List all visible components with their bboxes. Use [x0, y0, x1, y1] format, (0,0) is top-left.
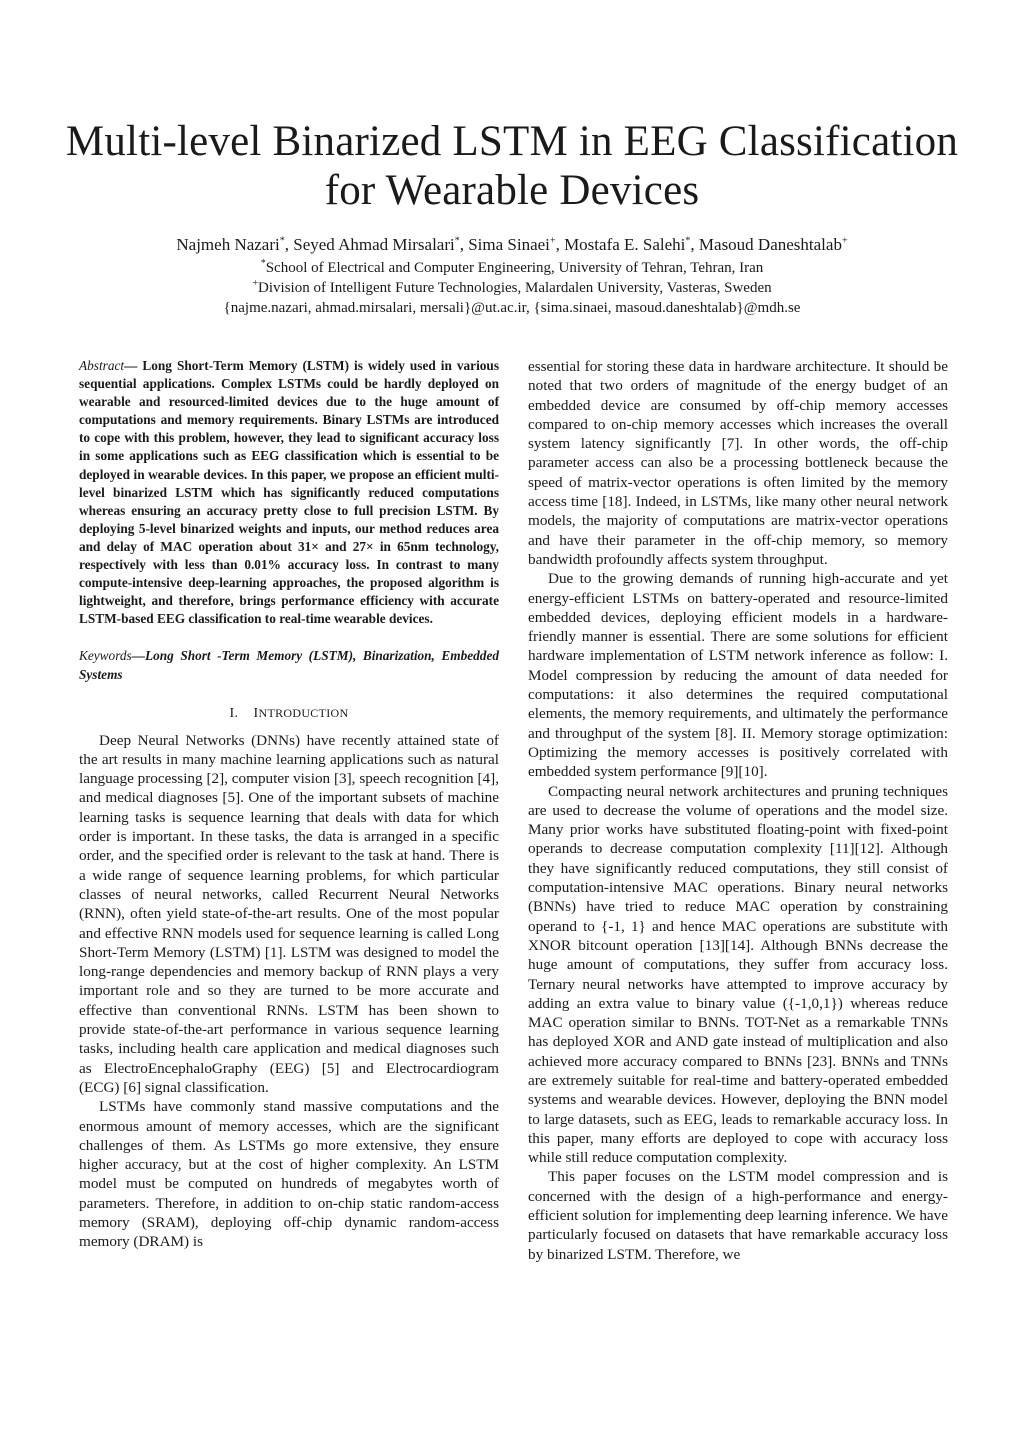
author-list: Najmeh Nazari*, Seyed Ahmad Mirsalari*, Sima Sinaei+, Mostafa E. Salehi*, Masoud Daneshtalab+ [176, 235, 848, 254]
author-1-mark: * [279, 235, 285, 247]
intro-paragraph-1: Deep Neural Networks (DNNs) have recently attained state of the art results in many machine learning applications such as natural language processing [2], computer vision [3], speech recognition [4], and medical diagnoses [5]. One of the important subsets of machine learning tasks is sequence learning that deals with data for which order is important. In these tasks, the data is arranged in a specific order, and the specified order is relevant to the task at hand. There is a wide range of sequence learning problems, for which particular classes of neural networks, called Recurrent Neural Networks (RNN), often yield state-of-the-art results. One of the most popular and effective RNN models used for sequence learning is called Long Short-Term Memory (LSTM) [1]. LSTM was designed to model the long-range dependencies and memory backup of RNN plays a very important role and so they are turned to be more accurate and effective than conventional RNNs. LSTM has been shown to provide state-of-the-art performance in various sequence learning tasks, including health care application and medical diagnoses such as ElectroEncephaloGraphy (EEG) [5] and Electrocardiogram (ECG) [6] signal classification. [79, 731, 499, 1096]
author-emails: {najme.nazari, ahmad.mirsalari, mersali}@ut.ac.ir, {sima.sinaei, masoud.daneshtalab}@mdh.se [223, 300, 801, 316]
author-2: Seyed Ahmad Mirsalari [293, 235, 455, 254]
paper-title [40, 117, 984, 215]
author-3: Sima Sinaei [468, 235, 550, 254]
author-5-mark: + [841, 235, 848, 247]
keywords-text: —Long Short -Term Memory (LSTM), Binarization, Embedded Systems [79, 648, 499, 682]
author-5: Masoud Daneshtalab [698, 235, 842, 254]
author-3-mark: + [549, 235, 556, 247]
section-heading-introduction: I. INTRODUCTION [229, 705, 349, 721]
intro-paragraph-6: This paper focuses on the LSTM model compression and is concerned with the design of a high-performance and energy-efficient solution for implementing deep learning inference. We have particularly focused on datasets that have remarkable accuracy loss by binarized LSTM. Therefore, we [528, 1168, 948, 1263]
abstract-lead: Abstract [79, 358, 125, 373]
keywords [79, 647, 499, 683]
affiliation-2: +Division of Intelligent Future Technologies, Malardalen University, Vasteras, Sweden [252, 278, 772, 296]
title-line-2: for Wearable Devices [324, 167, 700, 214]
keywords-lead: Keywords [79, 648, 132, 664]
right-column [528, 357, 948, 1264]
title-line-1: Multi-level Binarized LSTM in EEG Classification [65, 118, 959, 165]
left-column [79, 357, 499, 1252]
intro-paragraph-3: essential for storing these data in hardware architecture. It should be noted that two orders of magnitude of the energy budget of an embedded device are consumed by off-chip memory accesses compared to on-chip memory accesses which increases the overall system latency significantly [7]. In other words, the off-chip parameter access can also be a processing bottleneck because the speed of matrix-vector operations is often limited by the memory access time [18]. Indeed, in LSTMs, like many other neural network models, the majority of computations are matrix-vector operations and have their parameter in the off-chip memory, so memory bandwidth profoundly affects system throughput. [528, 358, 948, 568]
author-4: Mostafa E. Salehi [564, 235, 686, 254]
intro-paragraph-5: Compacting neural network architectures and pruning techniques are used to decrease the volume of operations and the model size. Many prior works have substituted floating-point with fixed-point operands to decrease computation complexity [11][12]. Although they have significantly reduced computations, they still consist of computation-intensive MAC operations. Binary neural networks (BNNs) have tried to reduce MAC operation by constraining operand to {-1, 1} and hence MAC operations are substitute with XNOR bitcount operation [13][14]. Although BNNs decrease the huge amount of computations, they suffer from accuracy loss. Ternary neural networks have attempted to improve accuracy by adding an extra value to binary value ({-1,0,1}) whereas reduce MAC operation similar to BNNs. TOT-Net as a remarkable TNNs has deployed XOR and AND gate instead of multiplication and also achieved more accuracy compared to BNNs [23]. BNNs and TNNs are extremely suitable for real-time and battery-operated embedded systems and wearable devices. However, deploying the BNN model to large datasets, such as EEG, leads to remarkable accuracy loss. In this paper, many efforts are deployed to cope with accuracy loss while still reduce computation complexity. [528, 782, 948, 1167]
author-1: Najmeh Nazari [176, 235, 280, 254]
abstract [79, 357, 499, 628]
intro-paragraph-2: LSTMs have commonly stand massive computations and the enormous amount of memory accesses, which are the significant challenges of them. As LSTMs go more extensive, they ensure higher accuracy, but at the cost of higher complexity. An LSTM model must be computed on hundreds of megabytes worth of parameters. Therefore, in addition to on-chip static random-access memory (SRAM), deploying off-chip dynamic random-access memory (DRAM) is [79, 1098, 499, 1251]
author-2-mark: * [454, 235, 460, 247]
abstract-text: — Long Short-Term Memory (LSTM) is widely used in various sequential applications. Complex LSTMs could be hardly deployed on wearable and resourced-limited devices due to the huge amount of computations and memory requirements. Binary LSTMs are introduced to cope with this problem, however, they lead to significant accuracy loss in some applications such as EEG classification which is essential to be deployed in wearable devices. In this paper, we propose an efficient multi-level binarized LSTM which has significantly reduced computations whereas ensuring an accuracy pretty close to full precision LSTM. By deploying 5-level binarized weights and inputs, our method reduces area and delay of MAC operation about 31× and 27× in 65nm technology, respectively with less than 0.01% accuracy loss. In contrast to many compute-intensive deep-learning approaches, the proposed algorithm is lightweight, and therefore, brings performance efficiency with accurate LSTM-based EEG classification to real-time wearable devices. [79, 358, 499, 627]
intro-paragraph-4: Due to the growing demands of running high-accurate and yet energy-efficient LSTMs on battery-operated and resource-limited embedded devices, deploying efficient models in a hardware-friendly manner is essential. There are some solutions for efficient hardware implementation of LSTM network inference as follow: I. Model compression by reducing the amount of data needed for computations: it also determines the required computational elements, the memory requirements, and ultimately the performance and throughput of the system [8]. II. Memory storage optimization: Optimizing the memory accesses is positively correlated with embedded system performance [9][10]. [528, 570, 948, 781]
affiliation-1: *School of Electrical and Computer Engineering, University of Tehran, Tehran, Iran [260, 258, 764, 276]
author-4-mark: * [685, 235, 691, 247]
